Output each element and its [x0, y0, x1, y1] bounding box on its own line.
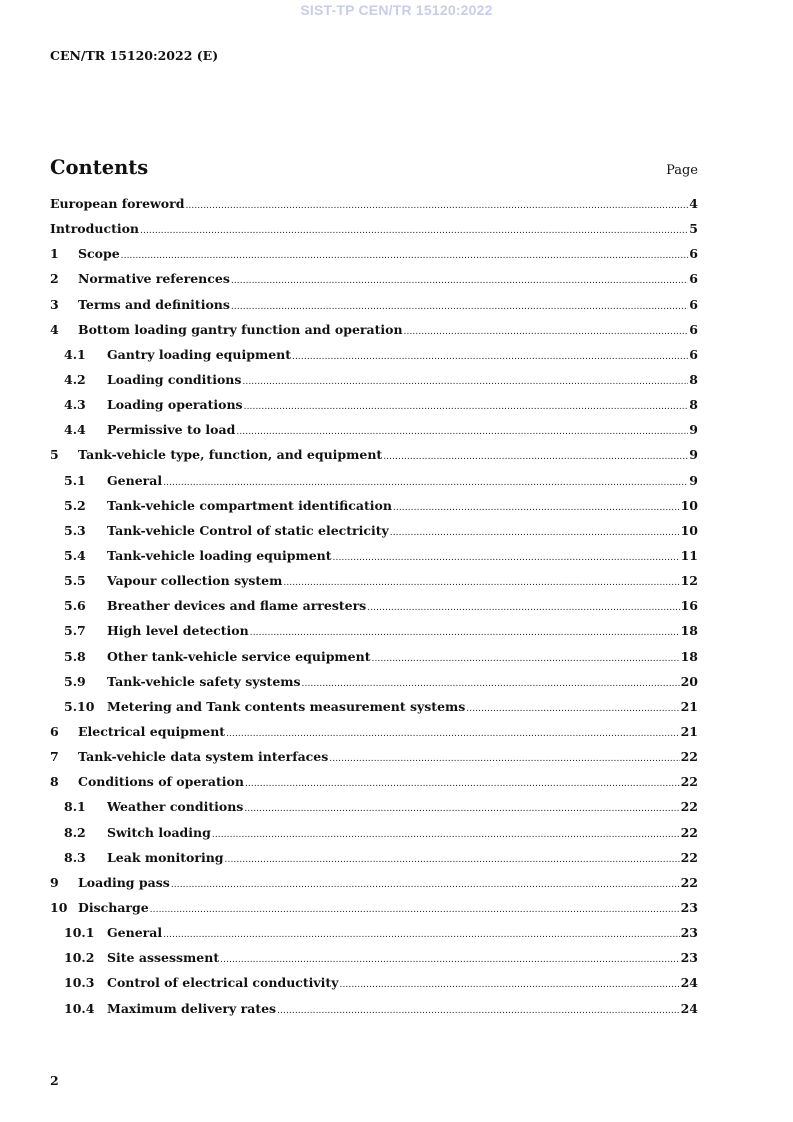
toc-dot-leader: [121, 246, 689, 261]
toc-entry-title: High level detection: [107, 623, 249, 639]
toc-dot-leader: [150, 900, 680, 915]
toc-entry-page: 22: [680, 874, 698, 890]
toc-entry-page: 9: [689, 472, 698, 488]
toc-dot-leader: [367, 598, 679, 613]
toc-dot-leader: [245, 774, 680, 789]
toc-dot-leader: [185, 196, 688, 211]
toc-dot-leader: [220, 950, 679, 965]
toc-entry-page: 21: [680, 698, 698, 714]
toc-entry-title: Switch loading: [107, 824, 211, 840]
toc-entry-number: 1: [50, 246, 59, 262]
toc-entry[interactable]: [50, 498, 698, 523]
toc-entry-title: Conditions of operation: [78, 774, 244, 790]
toc-entry-page: 6: [689, 346, 698, 362]
toc-dot-leader: [212, 825, 680, 840]
toc-entry[interactable]: [50, 548, 698, 573]
toc-entry-number: 8.1: [64, 799, 86, 815]
toc-entry-title: Vapour collection system: [107, 573, 283, 589]
toc-entry-title: Other tank-vehicle service equipment: [107, 648, 371, 664]
toc-dot-leader: [393, 498, 680, 513]
toc-entry-page: 5: [689, 221, 698, 237]
toc-entry-title: European foreword: [50, 196, 185, 211]
toc-dot-leader: [283, 573, 679, 588]
toc-entry[interactable]: [50, 749, 698, 774]
toc-entry-title: Metering and Tank contents measurement systems: [107, 698, 466, 714]
toc-entry-number: 8.2: [64, 824, 86, 840]
toc-entry-page: 23: [680, 899, 698, 915]
toc-entry-number: 9: [50, 874, 59, 890]
toc-entry-title: Terms and definitions: [78, 296, 230, 312]
toc-entry-title: Discharge: [78, 899, 149, 915]
toc-entry-number: 5.7: [64, 623, 86, 639]
toc-entry-number: 10: [50, 899, 68, 915]
toc-dot-leader: [329, 749, 679, 764]
toc-entry-page: 8: [689, 371, 698, 387]
toc-entry[interactable]: [50, 975, 698, 1000]
toc-dot-leader: [163, 473, 688, 488]
toc-entry-title: Tank-vehicle loading equipment: [107, 547, 332, 563]
toc-entry-page: 9: [689, 447, 698, 463]
toc-entry-page: 18: [680, 648, 698, 664]
toc-dot-leader: [383, 447, 688, 462]
toc-entry-title: Tank-vehicle Control of static electricity: [107, 522, 389, 538]
toc-entry-number: 10.2: [64, 950, 95, 966]
toc-entry[interactable]: [50, 674, 698, 699]
toc-entry[interactable]: [50, 825, 698, 850]
toc-entry-number: 5.8: [64, 648, 86, 664]
toc-entry-page: 22: [680, 774, 698, 790]
toc-entry[interactable]: [50, 196, 698, 221]
toc-entry[interactable]: [50, 221, 698, 246]
toc-entry[interactable]: [50, 925, 698, 950]
watermark: SIST-TP CEN/TR 15120:2022: [300, 2, 493, 18]
toc-entry-number: 2: [50, 271, 59, 287]
toc-entry[interactable]: [50, 950, 698, 975]
toc-dot-leader: [225, 850, 680, 865]
toc-entry-number: 5.5: [64, 573, 86, 589]
toc-entry-title: Tank-vehicle type, function, and equipment: [78, 447, 383, 463]
toc-entry-title: Scope: [78, 246, 120, 262]
toc-entry-number: 5.9: [64, 673, 86, 689]
toc-entry-page: 24: [680, 1000, 698, 1016]
toc-entry-page: 6: [689, 296, 698, 312]
toc-entry[interactable]: [50, 900, 698, 925]
toc-dot-leader: [244, 397, 689, 412]
toc-entry-number: 8: [50, 774, 59, 790]
toc-entry-number: 10.1: [64, 925, 95, 941]
page-number: 2: [50, 1073, 59, 1088]
toc-entry[interactable]: [50, 372, 698, 397]
toc-entry-page: 22: [680, 799, 698, 815]
toc-entry[interactable]: [50, 271, 698, 296]
toc-entry-number: 4.2: [64, 371, 86, 387]
toc-entry-page: 6: [689, 246, 698, 262]
toc-entry[interactable]: [50, 297, 698, 322]
toc-entry[interactable]: [50, 799, 698, 824]
toc-entry-page: 18: [680, 623, 698, 639]
toc-entry[interactable]: [50, 246, 698, 271]
toc-entry-number: 4.3: [64, 397, 86, 413]
toc-entry-title: Electrical equipment: [78, 723, 226, 739]
toc-entry-title: Permissive to load: [107, 422, 236, 438]
toc-entry-number: 10.4: [64, 1000, 95, 1016]
toc-entry-title: Introduction: [50, 221, 140, 237]
toc-entry-page: 23: [680, 950, 698, 966]
toc-entry[interactable]: [50, 1001, 698, 1026]
toc-dot-leader: [236, 422, 688, 437]
toc-entry[interactable]: [50, 447, 698, 472]
toc-entry-page: 11: [680, 547, 698, 563]
table-of-contents: [50, 196, 698, 1026]
toc-entry-title: Normative references: [78, 271, 230, 287]
toc-entry-page: 16: [680, 598, 698, 614]
toc-entry-number: 8.3: [64, 849, 86, 865]
toc-dot-leader: [277, 1001, 680, 1016]
toc-entry-page: 6: [689, 321, 698, 337]
toc-entry-page: 24: [680, 975, 698, 991]
toc-entry[interactable]: [50, 774, 698, 799]
toc-entry[interactable]: [50, 724, 698, 749]
toc-dot-leader: [292, 347, 688, 362]
toc-dot-leader: [140, 221, 688, 236]
toc-entry[interactable]: [50, 322, 698, 347]
toc-entry-number: 5.3: [64, 522, 86, 538]
toc-dot-leader: [231, 297, 688, 312]
toc-entry-title: Maximum delivery rates: [107, 1000, 277, 1016]
toc-entry-page: 4: [689, 196, 698, 211]
toc-dot-leader: [333, 548, 680, 563]
toc-entry-page: 10: [680, 497, 698, 513]
toc-entry[interactable]: [50, 473, 698, 498]
toc-entry-title: Tank-vehicle data system interfaces: [78, 749, 329, 765]
toc-dot-leader: [302, 674, 680, 689]
toc-entry-page: 21: [680, 723, 698, 739]
toc-entry[interactable]: [50, 649, 698, 674]
toc-entry-title: Bottom loading gantry function and operation: [78, 321, 403, 337]
toc-entry-number: 5.10: [64, 698, 95, 714]
toc-entry-title: Weather conditions: [107, 799, 244, 815]
document-reference: CEN/TR 15120:2022 (E): [50, 48, 219, 63]
toc-entry-number: 5: [50, 447, 59, 463]
toc-entry-number: 6: [50, 723, 59, 739]
toc-dot-leader: [244, 799, 679, 814]
toc-dot-leader: [171, 875, 680, 890]
toc-entry-title: General: [107, 472, 163, 488]
toc-entry-title: Tank-vehicle safety systems: [107, 673, 301, 689]
toc-entry[interactable]: [50, 573, 698, 598]
toc-entry[interactable]: [50, 699, 698, 724]
page-column-label: Page: [666, 163, 698, 178]
toc-entry-title: Tank-vehicle compartment identification: [107, 497, 392, 513]
toc-entry[interactable]: [50, 598, 698, 623]
toc-entry-page: 9: [689, 422, 698, 438]
toc-entry-number: 7: [50, 749, 59, 765]
toc-entry-number: 5.6: [64, 598, 86, 614]
toc-entry-title: Gantry loading equipment: [107, 346, 292, 362]
toc-entry-title: Breather devices and flame arresters: [107, 598, 367, 614]
toc-entry-page: 8: [689, 397, 698, 413]
toc-entry-page: 20: [680, 673, 698, 689]
toc-entry-title: Leak monitoring: [107, 849, 224, 865]
toc-dot-leader: [466, 699, 679, 714]
toc-dot-leader: [231, 271, 688, 286]
toc-entry-page: 12: [680, 573, 698, 589]
toc-entry-page: 10: [680, 522, 698, 538]
toc-entry-title: Loading conditions: [107, 371, 242, 387]
toc-entry-number: 4.1: [64, 346, 86, 362]
toc-entry[interactable]: [50, 875, 698, 900]
toc-entry[interactable]: [50, 523, 698, 548]
toc-entry-number: 4.4: [64, 422, 86, 438]
toc-entry-title: Loading operations: [107, 397, 243, 413]
toc-entry[interactable]: [50, 422, 698, 447]
toc-entry-page: 22: [680, 749, 698, 765]
toc-entry-number: 3: [50, 296, 59, 312]
toc-dot-leader: [163, 925, 679, 940]
toc-dot-leader: [390, 523, 680, 538]
toc-entry[interactable]: [50, 850, 698, 875]
toc-entry-number: 5.1: [64, 472, 86, 488]
toc-entry-page: 22: [680, 849, 698, 865]
toc-entry[interactable]: [50, 397, 698, 422]
toc-entry-number: 10.3: [64, 975, 95, 991]
toc-dot-leader: [404, 322, 689, 337]
toc-dot-leader: [250, 623, 680, 638]
toc-dot-leader: [242, 372, 688, 387]
toc-dot-leader: [371, 649, 679, 664]
toc-entry-number: 4: [50, 321, 59, 337]
toc-entry-page: 6: [689, 271, 698, 287]
toc-entry-title: Loading pass: [78, 874, 170, 890]
toc-entry-page: 23: [680, 925, 698, 941]
contents-title: Contents: [50, 156, 149, 179]
toc-dot-leader: [339, 975, 679, 990]
toc-entry[interactable]: [50, 347, 698, 372]
toc-entry-number: 5.4: [64, 547, 86, 563]
toc-entry-page: 22: [680, 824, 698, 840]
toc-entry-title: Site assessment: [107, 950, 220, 966]
toc-entry-title: Control of electrical conductivity: [107, 975, 339, 991]
toc-entry-title: General: [107, 925, 163, 941]
toc-entry[interactable]: [50, 623, 698, 648]
toc-dot-leader: [226, 724, 680, 739]
toc-entry-number: 5.2: [64, 497, 86, 513]
